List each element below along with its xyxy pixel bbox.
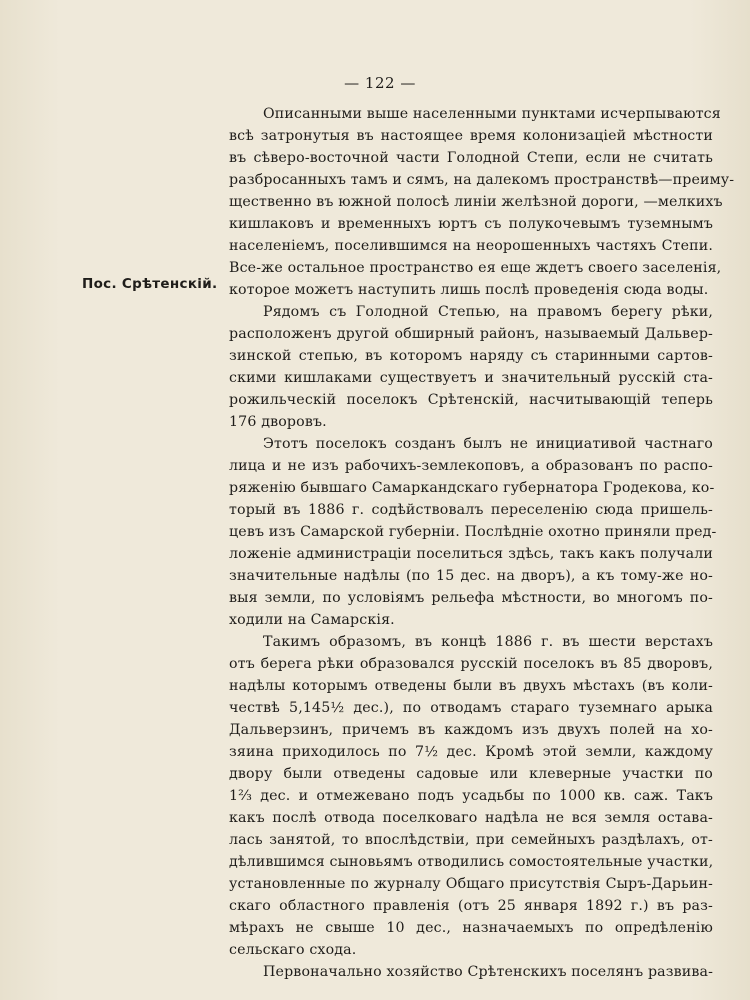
text-line: 1⅔ дес. и отмежевано подъ усадьбы по 1000 кв. саж. Такъ xyxy=(229,788,713,804)
text-line: кишлаковъ и временныхъ юртъ съ полукочевымъ туземнымъ xyxy=(229,216,713,232)
text-line: расположенъ другой обширный районъ, называемый Дальвер- xyxy=(229,326,713,342)
text-line: Первоначально хозяйство Срѣтенскихъ поселянъ развива- xyxy=(263,964,714,980)
text-line: зинской степью, въ которомъ наряду съ старинными сартов- xyxy=(229,348,713,364)
text-line: всѣ затронутыя въ настоящее время колонизацiей мѣстности xyxy=(229,128,713,144)
text-line: чествѣ 5,145½ дес.), по отводамъ стараго туземнаго арыка xyxy=(229,700,713,716)
text-line: Описанными выше населенными пунктами исчерпываются xyxy=(263,106,721,122)
text-line: ряженiю бывшаго Самаркандскаго губернатора Гродекова, ко- xyxy=(229,480,715,496)
text-line: рожильческiй поселокъ Срѣтенскiй, насчитывающiй теперь xyxy=(229,392,713,408)
text-line: лась занятой, то впослѣдствiи, при семейныхъ раздѣлахъ, от- xyxy=(229,832,713,848)
body-text xyxy=(229,103,735,983)
text-line: надѣлы которымъ отведены были въ двухъ мѣстахъ (въ коли- xyxy=(229,678,713,694)
text-line: Такимъ образомъ, въ концѣ 1886 г. въ шести верстахъ xyxy=(263,634,713,650)
text-line: Рядомъ съ Голодной Степью, на правомъ берегу рѣки, xyxy=(263,304,713,320)
text-line: Этотъ поселокъ созданъ былъ не инициативой частнаго xyxy=(263,436,713,452)
text-line: значительные надѣлы (по 15 дес. на дворъ), а къ тому-же но- xyxy=(229,568,713,584)
text-line: лица и не изъ рабочихъ-землекоповъ, а образованъ по распо- xyxy=(229,458,713,474)
text-line: двору были отведены садовые или клеверные участки по xyxy=(229,766,713,782)
paragraph xyxy=(229,433,717,631)
text-line: мѣрахъ не свыше 10 дес., назначаемыхъ по опредѣленiю xyxy=(229,920,713,936)
text-line: выя земли, по условiямъ рельефа мѣстности, во многомъ по- xyxy=(229,590,713,606)
text-line: 176 дворовъ. xyxy=(229,414,327,430)
text-line: зяина приходилось по 7½ дес. Кромѣ этой земли, каждому xyxy=(229,744,713,760)
text-line: щественно въ южной полосѣ линiи желѣзной дороги, —мелкихъ xyxy=(229,194,723,210)
text-line: сельскаго схода. xyxy=(229,942,357,958)
text-line: отъ берега рѣки образовался русскiй поселокъ въ 85 дворовъ, xyxy=(229,656,713,672)
text-line: населенiемъ, поселившимся на неорошенныхъ частяхъ Степи. xyxy=(229,238,713,254)
text-line: скими кишлаками существуетъ и значительный русскiй ста- xyxy=(229,370,713,386)
text-line: торый въ 1886 г. содѣйствовалъ переселенiю сюда пришель- xyxy=(229,502,713,518)
text-line: которое можетъ наступить лишь послѣ проведенiя сюда воды. xyxy=(229,282,709,298)
text-line: скаго областного правленiя (отъ 25 января 1892 г.) въ раз- xyxy=(229,898,713,914)
text-line: ходили на Самарскiя. xyxy=(229,612,395,628)
text-line: дѣлившимся сыновьямъ отводились сомостоятельные участки, xyxy=(229,854,714,870)
text-line: Дальверзинъ, причемъ въ каждомъ изъ двухъ полей на хо- xyxy=(229,722,713,738)
text-line: Все-же остальное пространство ея еще ждетъ своего заселенiя, xyxy=(229,260,722,276)
paragraph xyxy=(229,631,713,961)
paragraph xyxy=(229,301,713,433)
text-line: установленные по журналу Общаго присутствiя Сыръ-Дарьин- xyxy=(229,876,713,892)
text-line: ложенiе администрацiи поселиться здѣсь, такъ какъ получали xyxy=(229,546,713,562)
paragraph xyxy=(229,961,713,983)
text-line: разбросанныхъ тамъ и сямъ, на далекомъ пространствѣ—преиму- xyxy=(229,172,735,188)
paragraph xyxy=(229,103,735,301)
text-line: въ сѣверо-восточной части Голодной Степи, если не считать xyxy=(229,150,713,166)
text-line: цевъ изъ Самарской губернiи. Послѣднiе охотно приняли пред- xyxy=(229,524,717,540)
page-number: — 122 — xyxy=(344,74,416,92)
margin-note: Пос. Срѣтенскій. xyxy=(82,276,218,292)
text-line: какъ послѣ отвода поселковаго надѣла не вся земля остава- xyxy=(229,810,713,826)
